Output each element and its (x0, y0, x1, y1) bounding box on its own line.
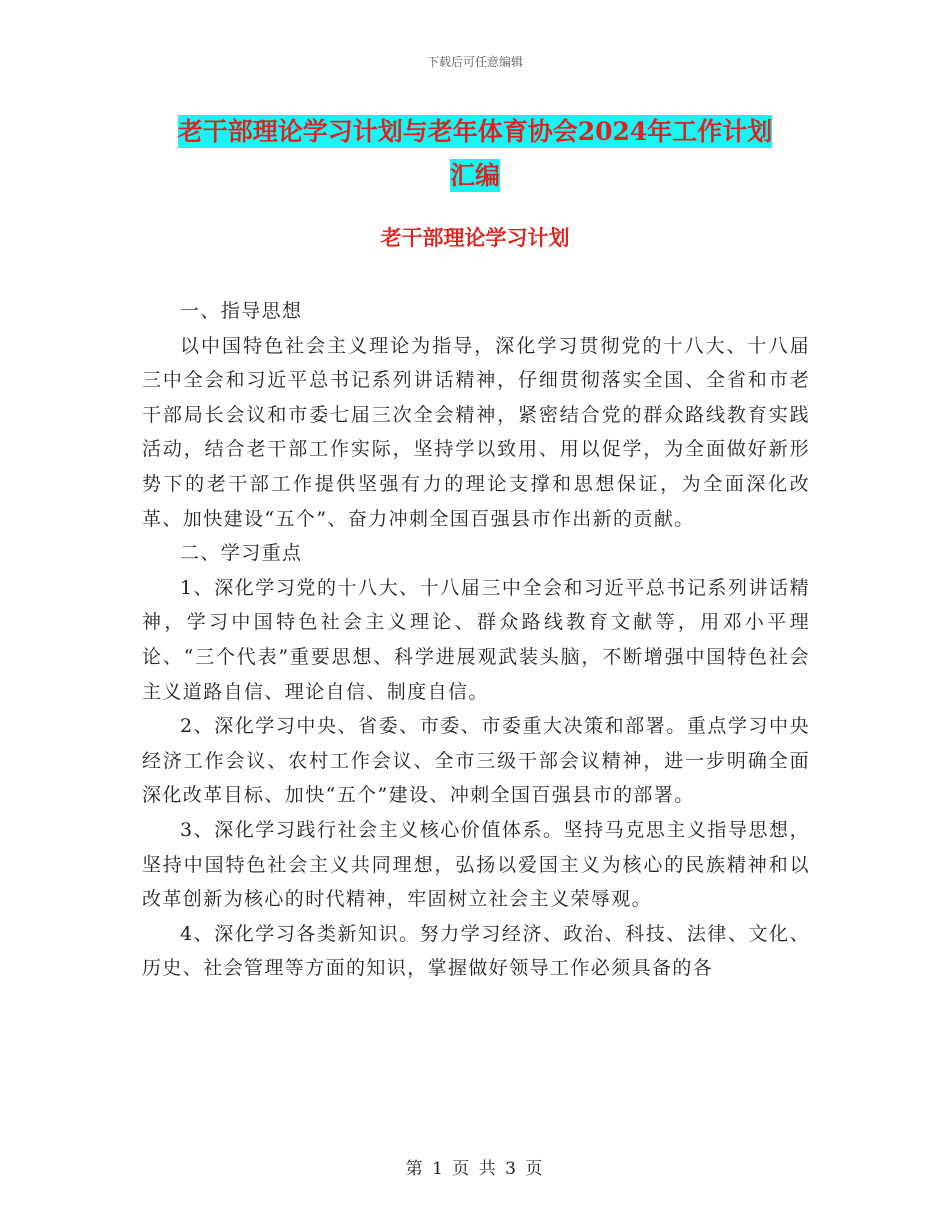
document-title-line2: 汇编 (449, 161, 500, 190)
paragraph: 4、深化学习各类新知识。努力学习经济、政治、科技、法律、文化、历史、社会管理等方面的知识，掌握做好领导工作必须具备的各 (142, 922, 810, 980)
section-title: 老干部理论学习计划 (380, 225, 570, 250)
document-body (142, 294, 810, 986)
paragraph: 3、深化学习践行社会主义核心价值体系。坚持马克思主义指导思想，坚持中国特色社会主义共同理想，弘扬以爱国主义为核心的民族精神和以改革创新为核心的时代精神，牢固树立社会主义荣辱观。 (142, 818, 810, 911)
paragraph: 2、深化学习中央、省委、市委、市委重大决策和部署。重点学习中央经济工作会议、农村工作会议、全市三级干部会议精神，进一步明确全面深化改革目标、加快“五个”建设、冲刺全国百强县市的部署。 (142, 715, 810, 807)
document-title-line1: 老干部理论学习计划与老年体育协会2024年工作计划 (177, 117, 773, 146)
document-title (140, 110, 810, 198)
header-note: 下载后可任意编辑 (426, 55, 523, 69)
heading-study-focus: 二、学习重点 (180, 542, 303, 565)
paragraph: 以中国特色社会主义理论为指导，深化学习贯彻党的十八大、十八届三中全会和习近平总书记系列讲话精神，仔细贯彻落实全国、全省和市老干部局长会议和市委七届三次全会精神，紧密结合党的群众路线教育实践活动，结合老干部工作实际，坚持学以致用、用以促学，为全面做好新形势下的老干部工作提供坚强有力的理论支撑和思想保证，为全面深化改革、加快建设“五个”、奋力冲刺全国百强县市作出新的贡献。 (142, 334, 810, 530)
heading-guiding-ideology: 一、指导思想 (180, 300, 303, 322)
paragraph: 1、深化学习党的十八大、十八届三中全会和习近平总书记系列讲话精神，学习中国特色社会主义理论、群众路线教育文献等，用邓小平理论、“三个代表”重要思想、科学进展观武装头脑，不断增强中国特色社会主义道路自信、理论自信、制度自信。 (142, 576, 810, 703)
page-number: 第 1 页 共 3 页 (405, 1159, 545, 1179)
